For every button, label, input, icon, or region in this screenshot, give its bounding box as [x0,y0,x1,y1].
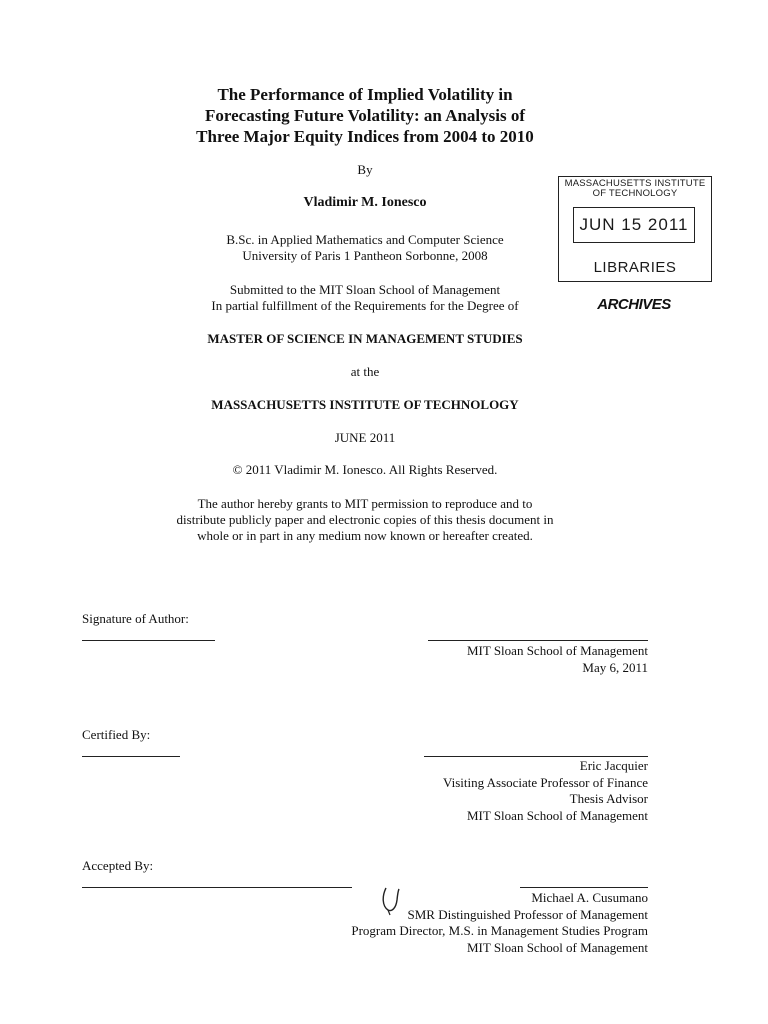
permission-line-1: The author hereby grants to MIT permission to reproduce and to [197,496,533,511]
title-line-1: The Performance of Implied Volatility in [217,85,513,104]
accepted-line-left [82,887,352,888]
certified-line-left [82,756,180,757]
acceptor-title: SMR Distinguished Professor of Management [407,906,648,922]
degree-name: MASTER OF SCIENCE IN MANAGEMENT STUDIES [207,331,523,346]
advisor-title: Visiting Associate Professor of Finance [442,774,648,790]
submission-statement [130,282,600,314]
advisor-role: Thesis Advisor [569,791,648,806]
signature-author-label: Signature of Author: [82,611,189,626]
stamp-line-2: OF TECHNOLOGY [592,188,678,199]
acceptor-affiliation: MIT Sloan School of Management [466,939,648,955]
certified-block [443,758,648,824]
title-line-3: Three Major Equity Indices from 2004 to 2010 [196,127,534,146]
author-affiliation: MIT Sloan School of Management [466,643,648,658]
stamp-header [559,177,711,199]
title-line-2: Forecasting Future Volatility: an Analysis of [204,106,526,125]
accepted-signature-line [520,887,648,888]
submission-line-2: In partial fulfillment of the Requirements for the Degree of [211,298,519,313]
author-name: Vladimir M. Ionesco [303,195,427,210]
prior-degree-line-2: University of Paris 1 Pantheon Sorbonne, 2008 [242,248,488,263]
author-sign-date: May 6, 2011 [582,659,648,675]
signature-author-block [467,643,648,676]
stamp-date: JUN 15 2011 [573,207,695,243]
advisor-affiliation: MIT Sloan School of Management [466,807,648,823]
signature-author-line [428,640,648,641]
accepted-block [351,890,648,956]
submission-date: JUNE 2011 [334,430,396,445]
stamp-line-1: MASSACHUSETTS INSTITUTE [564,178,706,189]
advisor-name: Eric Jacquier [579,758,648,773]
institute-name: MASSACHUSETTS INSTITUTE OF TECHNOLOGY [211,397,519,412]
signature-author-line-left [82,640,215,641]
by-label: By [357,162,373,177]
permission-statement [140,496,590,544]
acceptor-name: Michael A. Cusumano [531,890,648,905]
copyright-notice: © 2011 Vladimir M. Ionesco. All Rights Reserved. [232,462,498,477]
at-the-label: at the [350,364,380,379]
archives-stamp: ARCHIVES [597,296,671,313]
accepted-by-label: Accepted By: [82,858,154,873]
thesis-title [130,84,600,147]
certified-signature-line [424,756,648,757]
submission-line-1: Submitted to the MIT Sloan School of Management [229,282,501,297]
prior-degree [130,232,600,264]
stamp-libraries: LIBRARIES [593,259,677,276]
prior-degree-line-1: B.Sc. in Applied Mathematics and Computer Science [226,232,504,247]
certified-by-label: Certified By: [82,727,151,742]
permission-line-3: whole or in part in any medium now known or hereafter created. [197,528,533,543]
acceptor-role: Program Director, M.S. in Management Studies Program [351,923,648,938]
library-stamp [558,176,712,282]
permission-line-2: distribute publicly paper and electronic copies of this thesis document in [176,512,554,527]
